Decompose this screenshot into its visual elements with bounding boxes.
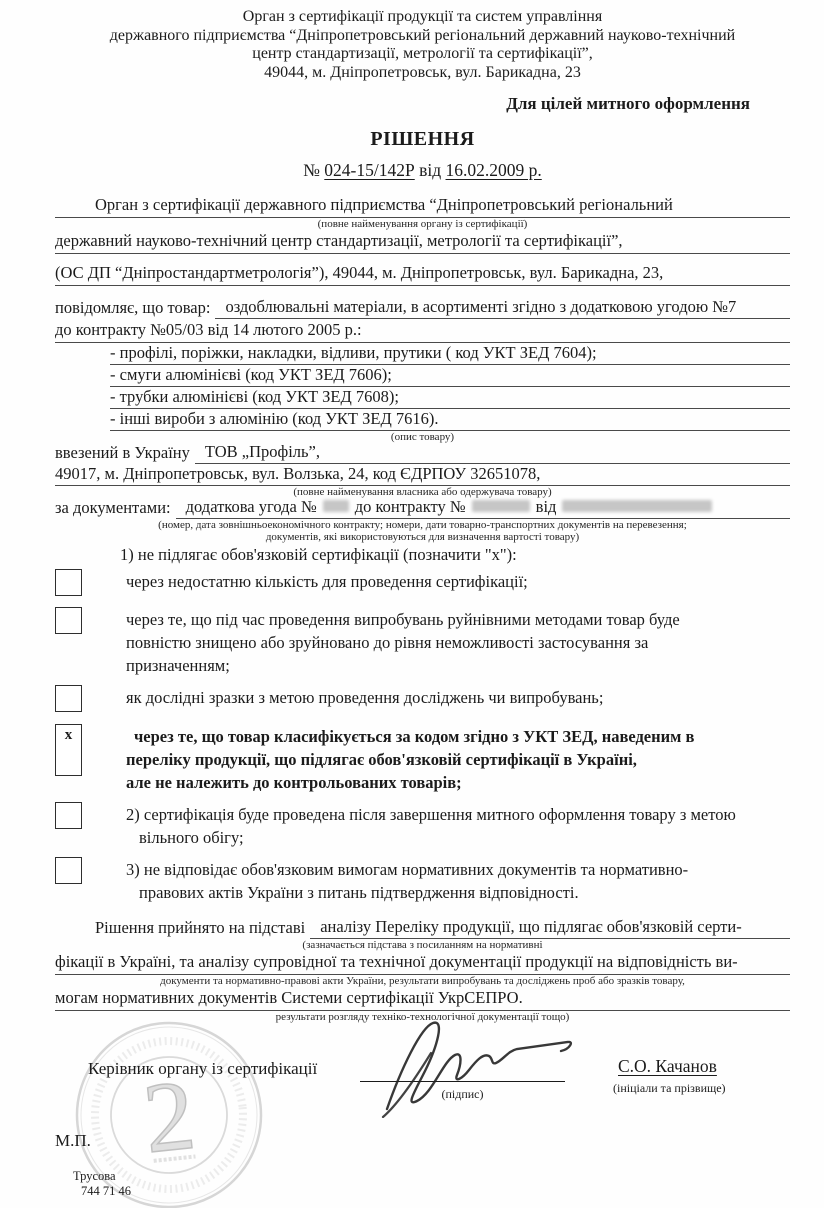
- checkbox-text: 3) не відповідає обов'язковим вимогам нормативних документів та нормативно-: [126, 860, 689, 879]
- org-header-line: Орган з сертифікації продукції та систем управління: [242, 8, 603, 25]
- checkbox-mark-x: х: [64, 727, 73, 743]
- customs-purpose-note: Для цілей митного оформлення: [506, 94, 750, 113]
- checkbox-row-checked: [55, 724, 790, 794]
- clerk-phone: 744 71 46: [81, 1184, 131, 1198]
- goods-item: - профілі, поріжки, накладки, відливи, прутики ( код УКТ ЗЕД 7604);: [110, 343, 790, 365]
- org-header: [55, 8, 790, 82]
- doc-part-1: додаткова угода №: [185, 497, 317, 516]
- doc-part-2: до контракту №: [354, 497, 466, 516]
- seal-place-label: М.П.: [55, 1131, 91, 1150]
- document-number: 024-15/142Р: [324, 160, 415, 180]
- document-title: РІШЕННЯ: [370, 128, 475, 150]
- caption-certifier-name: (повне найменування органу із сертифікації): [317, 218, 528, 230]
- signature-section: [55, 1023, 790, 1208]
- checkbox-text: повністю знищено або зруйновано до рівня неможливості застосування за: [126, 633, 649, 652]
- caption-docs-2: документів, які використовуються для визначення вартості товару): [265, 531, 580, 543]
- checkbox-text: 2) сертифікація буде проведена після завершення митного оформлення товару з метою: [126, 805, 736, 824]
- org-header-line: центр стандартизації, метрології та сертифікації”,: [252, 45, 593, 62]
- caption-basis-3: результати розгляду техніко-технологічної документації тощо): [275, 1011, 570, 1023]
- checkbox-row: [55, 685, 790, 712]
- checkbox-text: вільного обігу;: [139, 828, 244, 847]
- org-header-line: державного підприємства “Дніпропетровський регіональний державний науково-технічний: [109, 26, 736, 44]
- caption-signer-name: (ініціали та прізвище): [613, 1081, 726, 1095]
- goods-item: - смуги алюмінієві (код УКТ ЗЕД 7606);: [110, 365, 790, 387]
- document-date: 16.02.2009 р.: [445, 160, 542, 180]
- checkbox-destructive-testing[interactable]: [55, 607, 82, 634]
- checkbox-text: переліку продукції, що підлягає обов'язковій сертифікації в Україні,: [126, 750, 637, 769]
- clause-1-header: 1) не підлягає обов'язковій сертифікації (позначити "х"):: [120, 545, 517, 564]
- certifier-line-3: (ОС ДП “Дніпростандартметрологія”), 49044, м. Дніпропетровськ, вул. Барикадна, 23,: [55, 262, 790, 286]
- checkbox-noncompliance[interactable]: [55, 857, 82, 884]
- basis-line-2: фікації в Україні, та аналізу супровідної та технічної документації продукції на відповідність ви-: [55, 951, 790, 975]
- goods-contract-line: до контракту №05/03 від 14 лютого 2005 р.:: [55, 319, 790, 343]
- checkbox-row: [55, 607, 790, 677]
- checkbox-text: правових актів України з питань підтвердження відповідності.: [139, 883, 579, 902]
- importer-name: ТОВ „Профіль”,: [195, 441, 790, 464]
- certifier-line-1: Орган з сертифікації державного підприємства “Дніпропетровський регіональний: [55, 194, 790, 218]
- goods-item: - трубки алюмінієві (код УКТ ЗЕД 7608);: [110, 387, 790, 409]
- clerk-name: Трусова: [73, 1169, 116, 1183]
- checkbox-row: [55, 857, 790, 904]
- redacted-value: [562, 500, 712, 512]
- checkbox-text: але не належить до контрольованих товарів;: [126, 773, 462, 792]
- importer-label: ввезений в Україну: [55, 443, 190, 462]
- handwritten-signature: [343, 1013, 583, 1118]
- goods-summary-line: [55, 296, 790, 319]
- checkbox-text: як дослідні зразки з метою проведення досліджень чи випробувань;: [126, 688, 604, 707]
- number-prefix: №: [303, 160, 320, 180]
- document-number-line: [55, 160, 790, 182]
- basis-line-3: могам нормативних документів Системи сертифікації УкрСЕПРО.: [55, 987, 790, 1011]
- caption-docs-1: (номер, дата зовнішньоекономічного контракту; номери, дати товарно-транспортних документів на перевезення;: [158, 519, 687, 531]
- basis-label: Рішення прийнято на підставі: [95, 918, 306, 937]
- checkbox-text: призначенням;: [126, 656, 230, 675]
- signer-name: С.О. Качанов: [618, 1056, 717, 1076]
- signer-role: Керівник органу із сертифікації: [88, 1059, 318, 1078]
- redacted-value: [323, 500, 349, 512]
- basis-value-1: аналізу Переліку продукції, що підлягає обов'язковій серти-: [310, 916, 790, 939]
- doc-part-3: від: [535, 497, 557, 516]
- documents-label: за документами:: [55, 498, 171, 517]
- caption-basis-1: (зазначається підстава з посиланням на нормативні: [302, 939, 543, 951]
- checkbox-insufficient-quantity[interactable]: [55, 569, 82, 596]
- importer-line: [55, 443, 790, 464]
- caption-goods-description: (опис товару): [390, 431, 455, 443]
- checkbox-ukt-zed-classified[interactable]: [55, 724, 82, 776]
- checkbox-row: [55, 802, 790, 849]
- org-header-line: 49044, м. Дніпропетровськ, вул. Барикадна, 23: [264, 63, 581, 81]
- checkbox-certification-after-customs[interactable]: [55, 802, 82, 829]
- goods-label: повідомляє, що товар:: [55, 298, 211, 317]
- checkbox-text: через те, що під час проведення випробувань руйнівними методами товар буде: [126, 610, 680, 629]
- redacted-value: [472, 500, 530, 512]
- caption-owner-name: (повне найменування власника або одержувача товару): [293, 486, 552, 498]
- certifier-line-2: державний науково-технічний центр стандартизації, метрології та сертифікації”,: [55, 230, 790, 254]
- basis-line-1: [55, 916, 790, 939]
- checkbox-text: через те, що товар класифікується за кодом згідно з УКТ ЗЕД, наведеним в: [134, 727, 695, 746]
- goods-summary-value: оздоблювальні матеріали, в асортименті згідно з додатковою угодою №7: [215, 296, 790, 319]
- caption-signature: (підпис): [441, 1087, 484, 1101]
- importer-address-line: 49017, м. Дніпропетровськ, вул. Волзька, 24, код ЄДРПОУ 32651078,: [55, 464, 790, 486]
- documents-line: [55, 498, 790, 519]
- documents-value: [176, 496, 790, 519]
- checkbox-text: через недостатню кількість для проведення сертифікації;: [126, 572, 528, 591]
- stamp-number: 2: [138, 1058, 200, 1175]
- goods-item: - інші вироби з алюмінію (код УКТ ЗЕД 7616).: [110, 409, 790, 431]
- checkbox-research-samples[interactable]: [55, 685, 82, 712]
- caption-basis-2: документи та нормативно-правові акти України, результати випробувань та досліджень проб або зразків товару,: [160, 975, 685, 987]
- checkbox-row: [55, 569, 790, 596]
- number-mid: від: [419, 160, 442, 180]
